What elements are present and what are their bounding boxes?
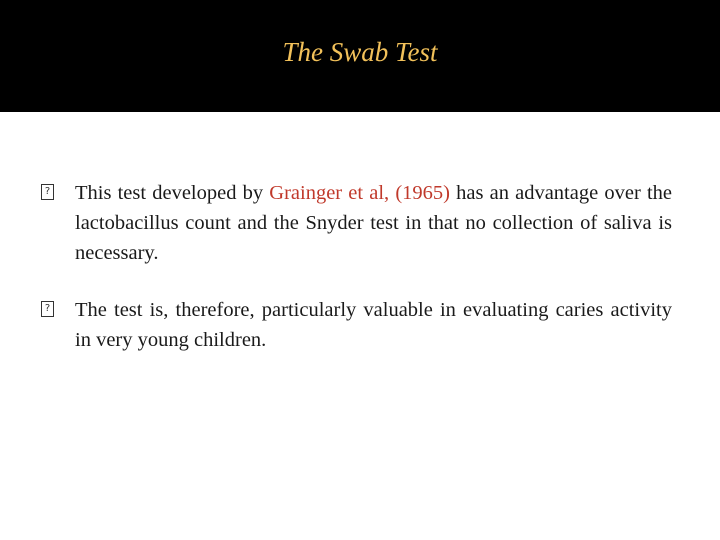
missing-glyph-box-icon	[41, 301, 54, 317]
bullet-item	[40, 295, 672, 355]
bullet-text: The test is, therefore, particularly valuable in evaluating caries activity in very young children.	[75, 299, 672, 351]
bullet-text: This test developed by	[75, 182, 270, 204]
bullet-item	[40, 178, 672, 268]
title-band	[0, 0, 720, 112]
citation-text: Grainger et al, (1965)	[269, 182, 450, 204]
slide-title: The Swab Test	[282, 37, 438, 67]
bullet-text: has an advantage over the lactobacillus count and the Snyder test in that no collection of saliva is necessary.	[75, 182, 672, 264]
slide-body	[40, 178, 672, 382]
missing-glyph-box-icon	[41, 184, 54, 200]
